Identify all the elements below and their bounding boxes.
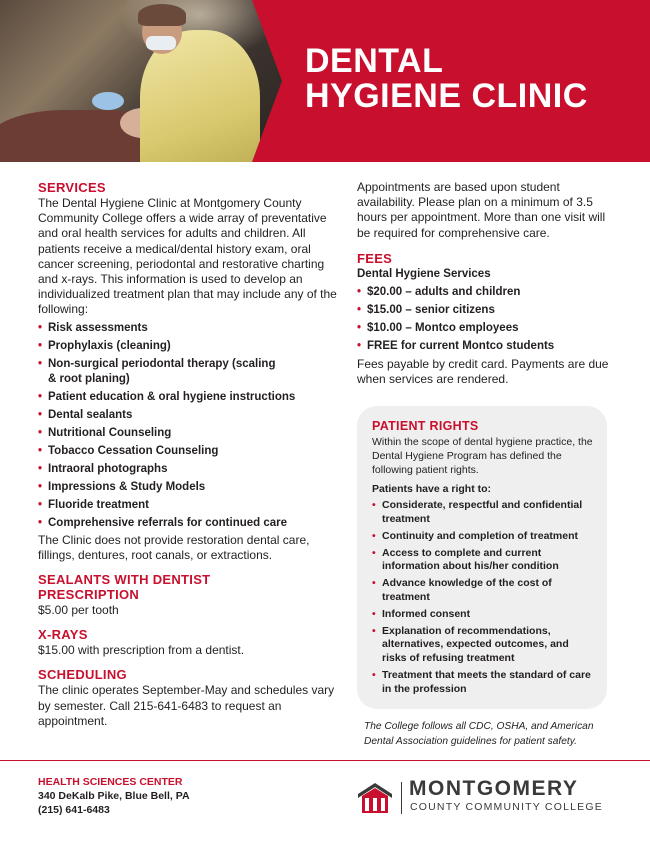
list-item: • Nutritional Counseling bbox=[38, 426, 338, 441]
right-item: • Considerate, respectful and confidential treatment bbox=[372, 499, 593, 527]
fees-list bbox=[357, 285, 612, 354]
services-list bbox=[38, 321, 338, 531]
list-item: • Tobacco Cessation Counseling bbox=[38, 444, 338, 459]
center-address: 340 DeKalb Pike, Blue Bell, PA bbox=[38, 790, 190, 802]
list-item: • Risk assessments bbox=[38, 321, 338, 336]
right-item: • Continuity and completion of treatment bbox=[372, 530, 593, 544]
xrays-price: $15.00 with prescription from a dentist. bbox=[38, 643, 245, 658]
patient-rights-intro: Within the scope of dental hygiene practice, the Dental Hygiene Program has defined the following patient rights. bbox=[372, 436, 593, 476]
right-item: • Treatment that meets the standard of care in the profession bbox=[372, 669, 593, 697]
xrays-heading: X-RAYS bbox=[38, 627, 88, 643]
center-phone: (215) 641-6483 bbox=[38, 804, 110, 816]
patient-rights-heading: PATIENT RIGHTS bbox=[372, 419, 479, 433]
right-item: • Access to complete and current information about his/her condition bbox=[372, 547, 593, 575]
logo-name: MONTGOMERY bbox=[409, 777, 579, 800]
list-item: • Non-surgical periodontal therapy (scaling & root planing) bbox=[38, 357, 338, 387]
patient-rights-subheading: Patients have a right to: bbox=[372, 483, 492, 496]
appointments-text: Appointments are based upon student availability. Please plan on a minimum of 3.5 hours per appointment. More than one visit will be required for comprehensive care. bbox=[357, 180, 606, 240]
list-item: • Patient education & oral hygiene instructions bbox=[38, 390, 338, 405]
list-item: • Dental sealants bbox=[38, 408, 338, 423]
right-column bbox=[357, 180, 612, 387]
footer-contact bbox=[38, 775, 190, 817]
services-intro: The Dental Hygiene Clinic at Montgomery County Community College offers a wide array of preventative and oral health services for adults and children. All patients receive a medical/dental history exam, oral cancer screening, periodontal and restorative charting and x-rays. This information is used to develop an individualized treatment plan that may include any of the following: bbox=[38, 196, 337, 317]
sealants-price: $5.00 per tooth bbox=[38, 603, 119, 618]
right-item: • Advance knowledge of the cost of treatment bbox=[372, 577, 593, 605]
scheduling-text: The clinic operates September-May and schedules vary by semester. Call 215-641-6483 to request an appointment. bbox=[38, 683, 335, 728]
fee-item: • $15.00 – senior citizens bbox=[357, 303, 612, 318]
left-column bbox=[38, 180, 338, 729]
right-item: • Explanation of recommendations, alternatives, expected outcomes, and risks of refusing treatment bbox=[372, 625, 593, 666]
fees-heading: FEES bbox=[357, 250, 393, 266]
sealants-heading: SEALANTS WITH DENTIST PRESCRIPTION bbox=[38, 572, 211, 603]
fee-item: • $10.00 – Montco employees bbox=[357, 321, 612, 336]
list-item: • Impressions & Study Models bbox=[38, 480, 338, 495]
fees-subheading: Dental Hygiene Services bbox=[357, 267, 491, 280]
page-title bbox=[305, 44, 588, 114]
dental-hygienist-photo bbox=[0, 0, 282, 162]
center-name: HEALTH SCIENCES CENTER bbox=[38, 776, 183, 788]
header-banner bbox=[0, 0, 650, 162]
college-logo bbox=[357, 778, 607, 818]
list-item: • Fluoride treatment bbox=[38, 498, 338, 513]
list-item: • Prophylaxis (cleaning) bbox=[38, 339, 338, 354]
guidelines-note: The College follows all CDC, OSHA, and American Dental Association guidelines for patient safety. bbox=[364, 721, 594, 747]
scheduling-heading: SCHEDULING bbox=[38, 667, 127, 683]
fee-item: • $20.00 – adults and children bbox=[357, 285, 612, 300]
title-line-1: DENTAL bbox=[305, 42, 444, 80]
services-heading: SERVICES bbox=[38, 180, 106, 195]
footer-divider bbox=[0, 760, 650, 761]
patient-rights-box bbox=[357, 406, 607, 709]
fee-item: • FREE for current Montco students bbox=[357, 339, 612, 354]
montgomery-building-logo-icon bbox=[357, 780, 393, 814]
logo-tagline: COUNTY COMMUNITY COLLEGE bbox=[410, 801, 603, 813]
services-exclusions-note: The Clinic does not provide restoration dental care, fillings, dentures, root canals, or extractions. bbox=[38, 532, 310, 562]
patient-rights-list bbox=[372, 499, 593, 696]
list-item: • Intraoral photographs bbox=[38, 462, 338, 477]
title-line-2: HYGIENE CLINIC bbox=[305, 77, 588, 115]
fees-payment-note: Fees payable by credit card. Payments are due when services are rendered. bbox=[357, 356, 609, 387]
list-item: • Comprehensive referrals for continued care bbox=[38, 516, 338, 531]
right-item: • Informed consent bbox=[372, 608, 593, 622]
